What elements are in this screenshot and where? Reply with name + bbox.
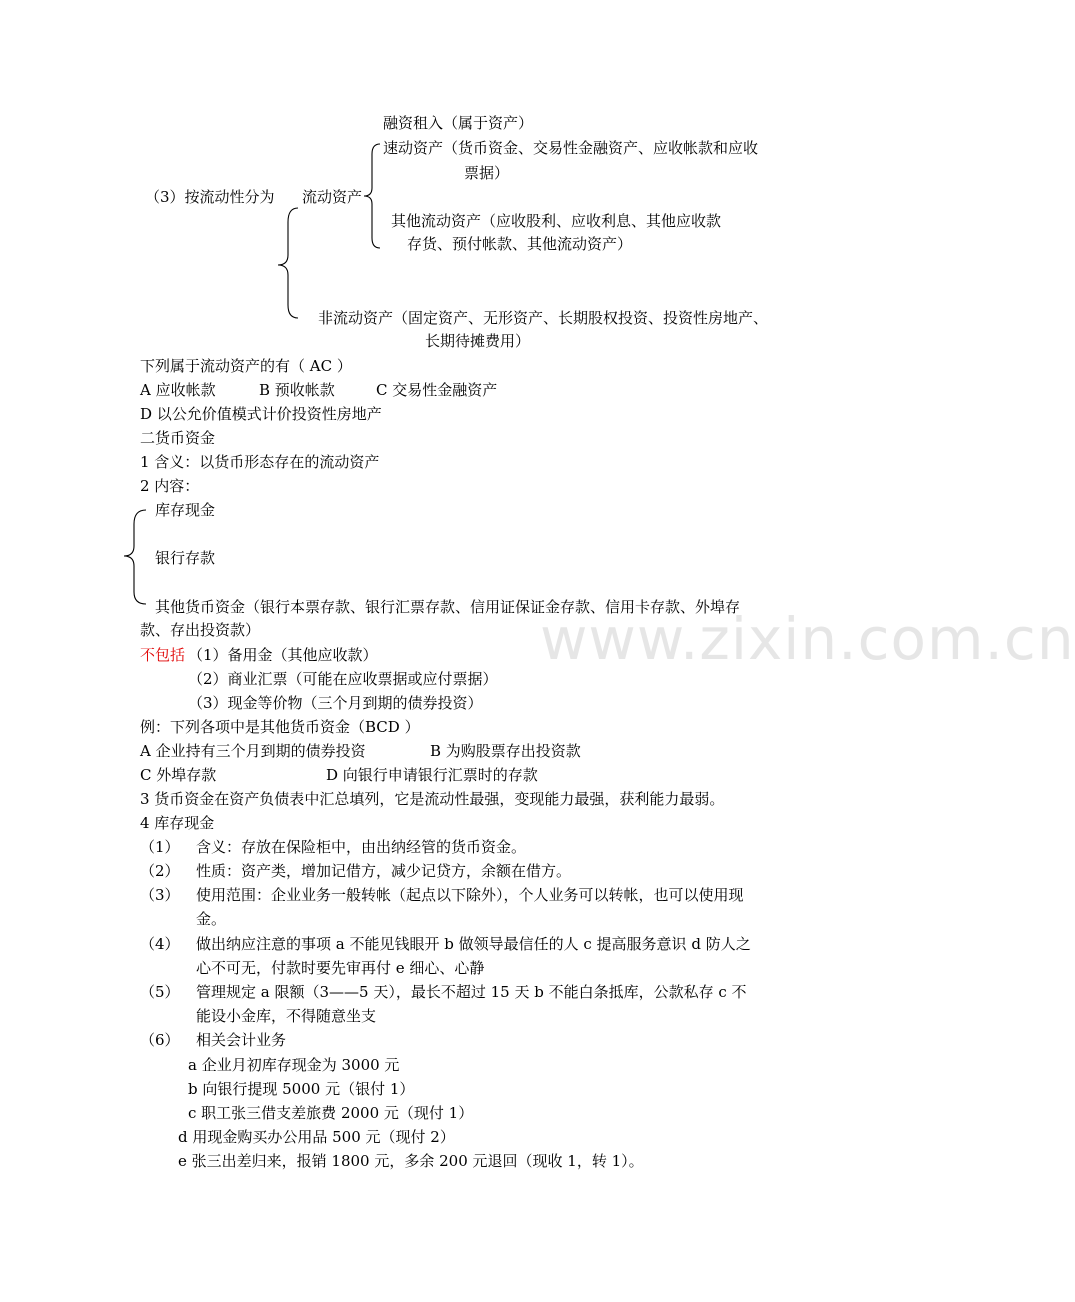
other-current-assets-text: 其他流动资产（应收股利、应收利息、其他应收款: [391, 212, 722, 230]
q2-question: 例：下列各项中是其他货币资金（BCD ）: [140, 718, 420, 736]
quick-assets-text: 速动资产（货币资金、交易性金融资产、应收帐款和应收: [383, 139, 759, 157]
item-text-cont: 金。: [196, 910, 227, 928]
money-types-brace: [0, 0, 920, 700]
other-current-assets-text-cont: 存货、预付帐款、其他流动资产）: [407, 235, 633, 253]
bank-deposit-item: 银行存款: [155, 549, 216, 567]
other-money-funds-item: 其他货币资金（银行本票存款、银行汇票存款、信用证保证金存款、信用卡存款、外埠存: [155, 598, 741, 616]
item-text-cont: 心不可无，付款时要先审再付 e 细心、心静: [196, 959, 485, 977]
item-text: 管理规定 a 限额（3——5 天），最长不超过 15 天 b 不能白条抵库，公款私存 c 不: [196, 983, 747, 1001]
entry-a: a 企业月初库存现金为 3000 元: [188, 1056, 400, 1074]
item-text: 含义：存放在保险柜中，由出纳经管的货币资金。: [196, 838, 527, 856]
q1-option-c: C 交易性金融资产: [376, 381, 498, 399]
q2-option-d: D 向银行申请银行汇票时的存款: [326, 766, 538, 784]
item-number: （5）: [140, 983, 180, 1001]
exclude-item-3: （3）现金等价物（三个月到期的债券投资）: [188, 694, 483, 712]
classification-heading: （3）按流动性分为: [145, 188, 275, 206]
item-number: （2）: [140, 862, 180, 880]
section2-title: 二货币资金: [140, 429, 216, 447]
exclude-item-1: （1）备用金（其他应收款）: [188, 646, 378, 664]
item-number: （1）: [140, 838, 180, 856]
point-3: 3 货币资金在资产负债表中汇总填列，它是流动性最强，变现能力最强，获利能力最弱。: [140, 790, 725, 808]
exclude-label: 不包括: [140, 646, 186, 664]
item-text: 性质：资产类，增加记借方，减少记贷方，余额在借方。: [196, 862, 572, 880]
entry-e: e 张三出差归来，报销 1800 元，多余 200 元退回（现收 1，转 1）。: [178, 1152, 644, 1170]
entry-c: c 职工张三借支差旅费 2000 元（现付 1）: [188, 1104, 474, 1122]
item-text: 做出纳应注意的事项 a 不能见钱眼开 b 做领导最信任的人 c 提高服务意识 d 防人之: [196, 935, 751, 953]
section2-meaning: 1 含义：以货币形态存在的流动资产: [140, 453, 380, 471]
noncurrent-assets-text-cont: 长期待摊费用）: [425, 332, 531, 350]
section2-content-label: 2 内容：: [140, 477, 200, 495]
q1-question: 下列属于流动资产的有（ AC ）: [140, 357, 352, 375]
item-text: 使用范围：企业业务一般转帐（起点以下除外），个人业务可以转帐，也可以使用现: [196, 886, 744, 904]
q2-option-b: B 为购股票存出投资款: [430, 742, 581, 760]
entry-b: b 向银行提现 5000 元（银付 1）: [188, 1080, 415, 1098]
item-number: （3）: [140, 886, 180, 904]
other-money-funds-item-cont: 款、存出投资款）: [140, 621, 261, 639]
item-text-cont: 能设小金库，不得随意坐支: [196, 1007, 377, 1025]
q1-option-a: A 应收帐款: [140, 381, 216, 399]
cash-on-hand-item: 库存现金: [155, 501, 216, 519]
exclude-item-2: （2）商业汇票（可能在应收票据或应付票据）: [188, 670, 498, 688]
watermark: www.zixin.com.cn: [540, 605, 1075, 673]
noncurrent-assets-text: 非流动资产（固定资产、无形资产、长期股权投资、投资性房地产、: [318, 309, 769, 327]
financing-lease-text: 融资租入（属于资产）: [383, 114, 534, 132]
q2-option-c: C 外埠存款: [140, 766, 217, 784]
item-number: （6）: [140, 1031, 180, 1049]
quick-assets-text-cont: 票据）: [464, 164, 510, 182]
current-assets-label: 流动资产: [302, 188, 363, 206]
q1-option-b: B 预收帐款: [259, 381, 335, 399]
item-number: （4）: [140, 935, 180, 953]
q1-option-d: D 以公允价值模式计价投资性房地产: [140, 405, 382, 423]
entry-d: d 用现金购买办公用品 500 元（现付 2）: [178, 1128, 455, 1146]
item-text: 相关会计业务: [196, 1031, 287, 1049]
section4-title: 4 库存现金: [140, 814, 215, 832]
q2-option-a: A 企业持有三个月到期的债券投资: [140, 742, 366, 760]
